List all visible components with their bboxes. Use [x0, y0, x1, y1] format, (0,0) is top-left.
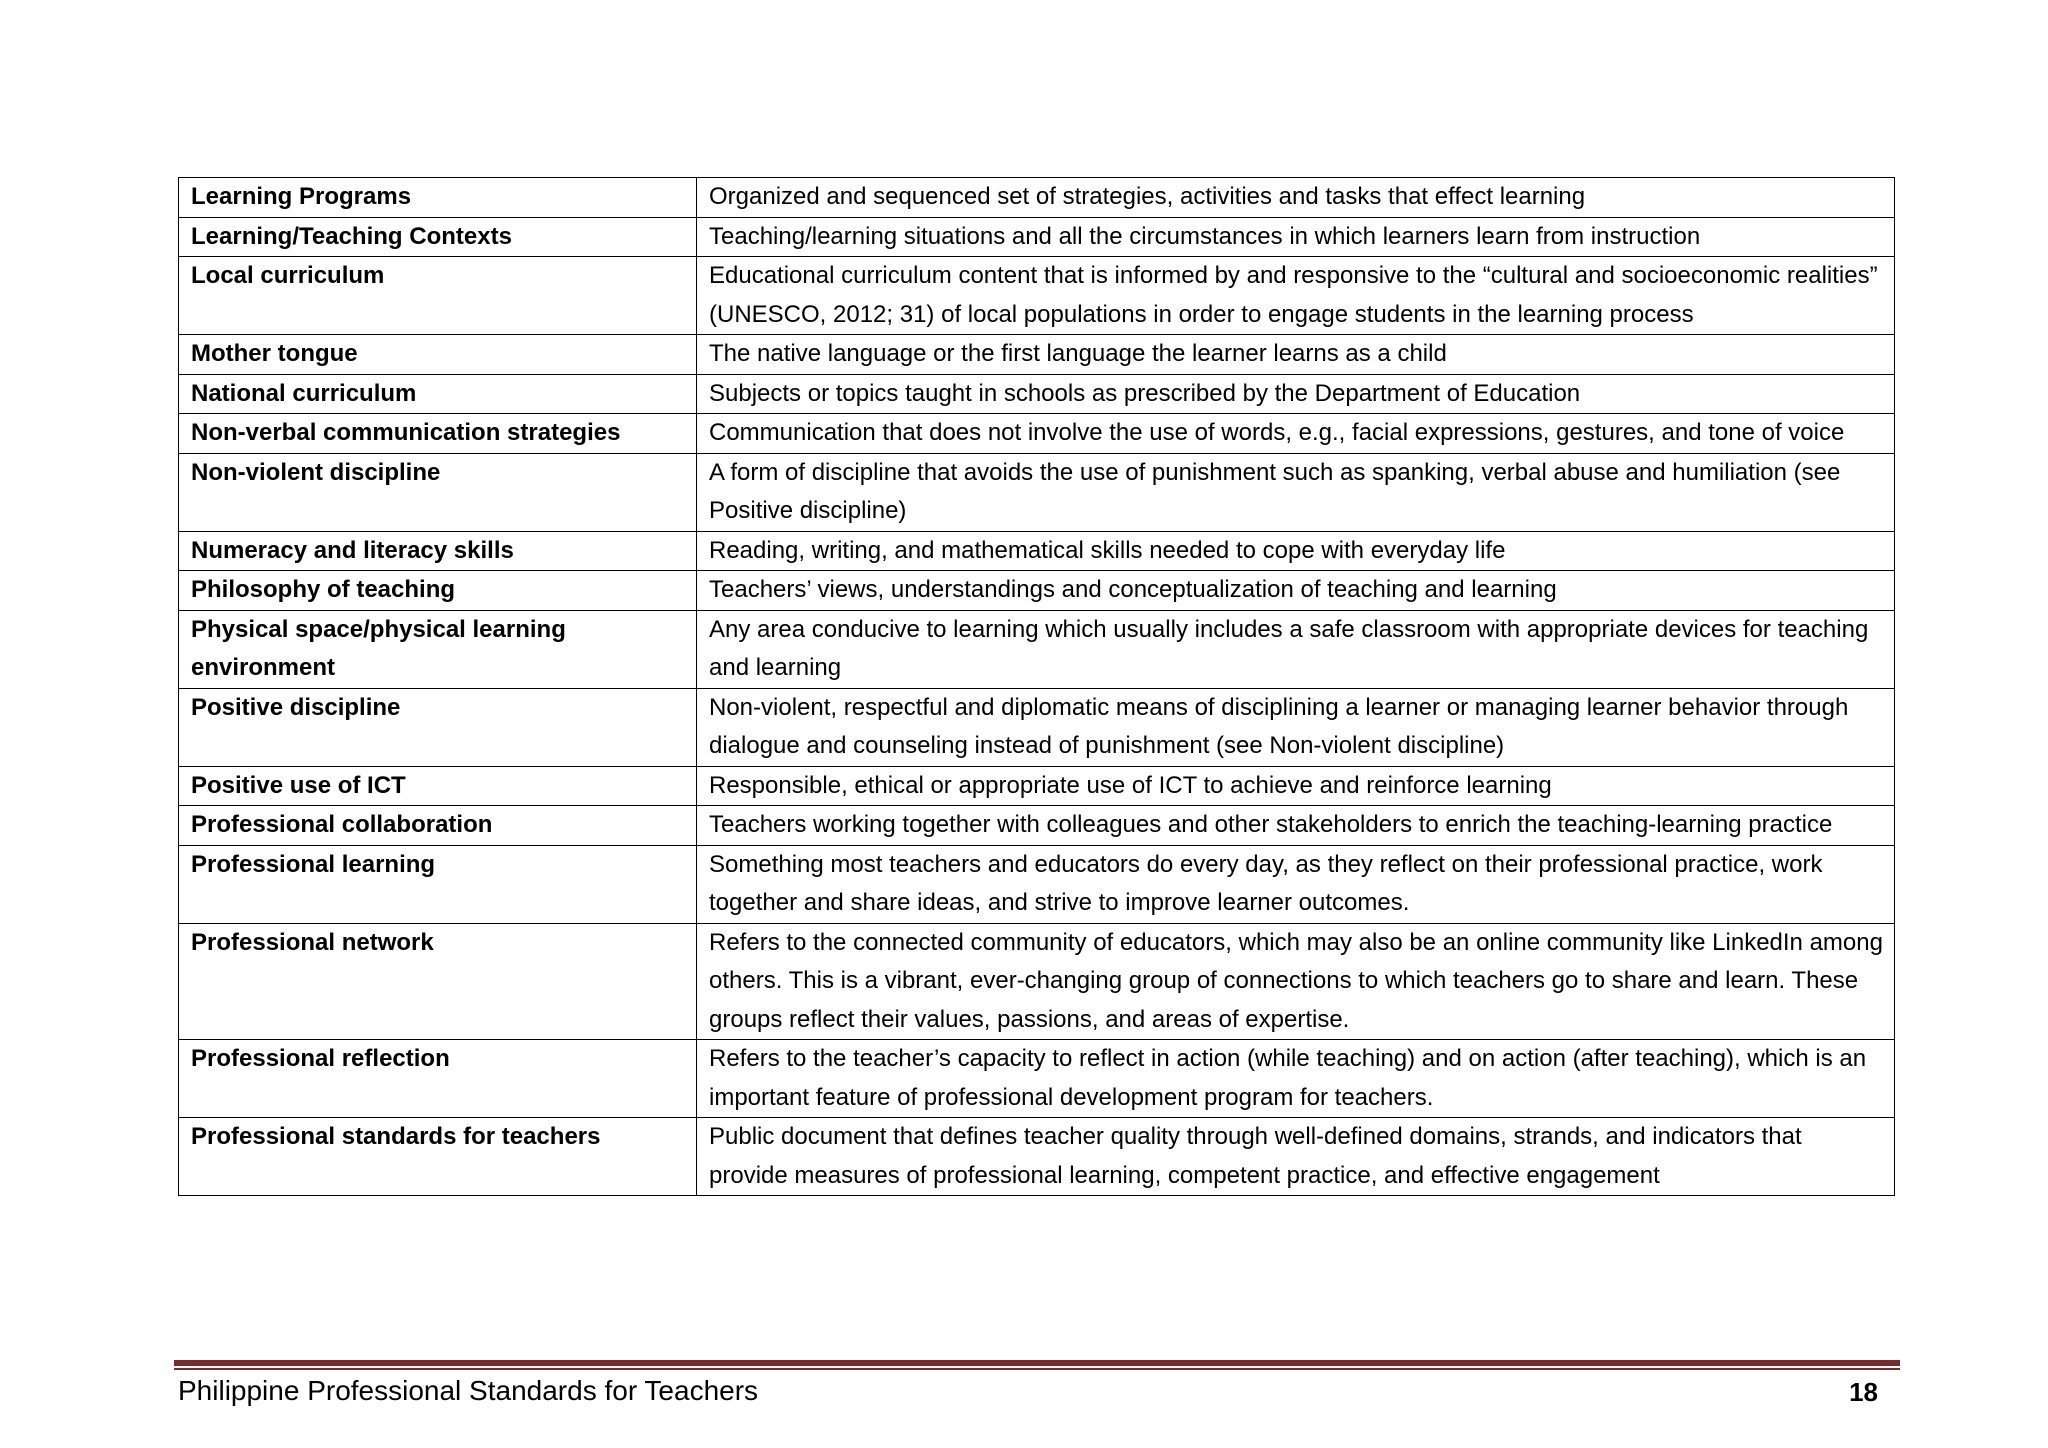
page-number: 18 [1849, 1377, 1878, 1407]
glossary-definition: Subjects or topics taught in schools as prescribed by the Department of Education [697, 374, 1895, 414]
glossary-term: Non-verbal communication strategies [179, 414, 697, 454]
glossary-term: Philosophy of teaching [179, 571, 697, 611]
glossary-definition: The native language or the first language the learner learns as a child [697, 335, 1895, 375]
glossary-term: Professional standards for teachers [179, 1118, 697, 1196]
glossary-definition: Teachers working together with colleagues and other stakeholders to enrich the teaching-learning practice [697, 806, 1895, 846]
table-row [179, 335, 1895, 375]
glossary-definition: Teaching/learning situations and all the circumstances in which learners learn from instruction [697, 217, 1895, 257]
glossary-definition: A form of discipline that avoids the use of punishment such as spanking, verbal abuse and humiliation (see Positive discipline) [697, 453, 1895, 531]
glossary-definition: Any area conducive to learning which usually includes a safe classroom with appropriate devices for teaching and learning [697, 610, 1895, 688]
glossary-definition: Refers to the connected community of educators, which may also be an online community like LinkedIn among others. This is a vibrant, ever-changing group of connections to which teachers go to share and learn. These groups reflect their values, passions, and areas of expertise. [697, 923, 1895, 1040]
glossary-term: Mother tongue [179, 335, 697, 375]
table-row [179, 531, 1895, 571]
glossary-term: Local curriculum [179, 257, 697, 335]
table-row [179, 414, 1895, 454]
glossary-term: Positive use of ICT [179, 766, 697, 806]
table-row [179, 806, 1895, 846]
table-row [179, 1118, 1895, 1196]
glossary-definition: Teachers’ views, understandings and conceptualization of teaching and learning [697, 571, 1895, 611]
glossary-definition: Educational curriculum content that is informed by and responsive to the “cultural and socioeconomic realities” (UNESCO, 2012; 31) of local populations in order to engage students in the learning process [697, 257, 1895, 335]
footer-title: Philippine Professional Standards for Teachers [178, 1375, 759, 1406]
glossary-term: Learning Programs [179, 178, 697, 218]
table-row [179, 766, 1895, 806]
table-row [179, 217, 1895, 257]
glossary-definition: Public document that defines teacher quality through well-defined domains, strands, and indicators that provide measures of professional learning, competent practice, and effective engagement [697, 1118, 1895, 1196]
glossary-definition: Something most teachers and educators do every day, as they reflect on their professional practice, work together and share ideas, and strive to improve learner outcomes. [697, 845, 1895, 923]
glossary-table [178, 177, 1895, 1196]
table-row [179, 571, 1895, 611]
table-row [179, 257, 1895, 335]
glossary-definition: Refers to the teacher’s capacity to reflect in action (while teaching) and on action (after teaching), which is an important feature of professional development program for teachers. [697, 1040, 1895, 1118]
glossary-term: Positive discipline [179, 688, 697, 766]
glossary-term: Non-violent discipline [179, 453, 697, 531]
glossary-term: Professional reflection [179, 1040, 697, 1118]
glossary-term: Learning/Teaching Contexts [179, 217, 697, 257]
glossary-definition: Non-violent, respectful and diplomatic means of disciplining a learner or managing learner behavior through dialogue and counseling instead of punishment (see Non-violent discipline) [697, 688, 1895, 766]
table-row [179, 923, 1895, 1040]
glossary-term: Professional network [179, 923, 697, 1040]
glossary-term: Professional collaboration [179, 806, 697, 846]
table-row [179, 688, 1895, 766]
table-row [179, 610, 1895, 688]
glossary-term: National curriculum [179, 374, 697, 414]
table-row [179, 453, 1895, 531]
table-row [179, 178, 1895, 218]
glossary-term: Physical space/physical learning environment [179, 610, 697, 688]
glossary-term: Professional learning [179, 845, 697, 923]
footer-rule-thin [174, 1368, 1900, 1370]
glossary-definition: Reading, writing, and mathematical skills needed to cope with everyday life [697, 531, 1895, 571]
table-row [179, 845, 1895, 923]
table-row [179, 374, 1895, 414]
glossary-definition: Organized and sequenced set of strategies, activities and tasks that effect learning [697, 178, 1895, 218]
glossary-body [179, 178, 1895, 1196]
glossary-definition: Communication that does not involve the use of words, e.g., facial expressions, gestures, and tone of voice [697, 414, 1895, 454]
table-row [179, 1040, 1895, 1118]
glossary-term: Numeracy and literacy skills [179, 531, 697, 571]
glossary-definition: Responsible, ethical or appropriate use of ICT to achieve and reinforce learning [697, 766, 1895, 806]
